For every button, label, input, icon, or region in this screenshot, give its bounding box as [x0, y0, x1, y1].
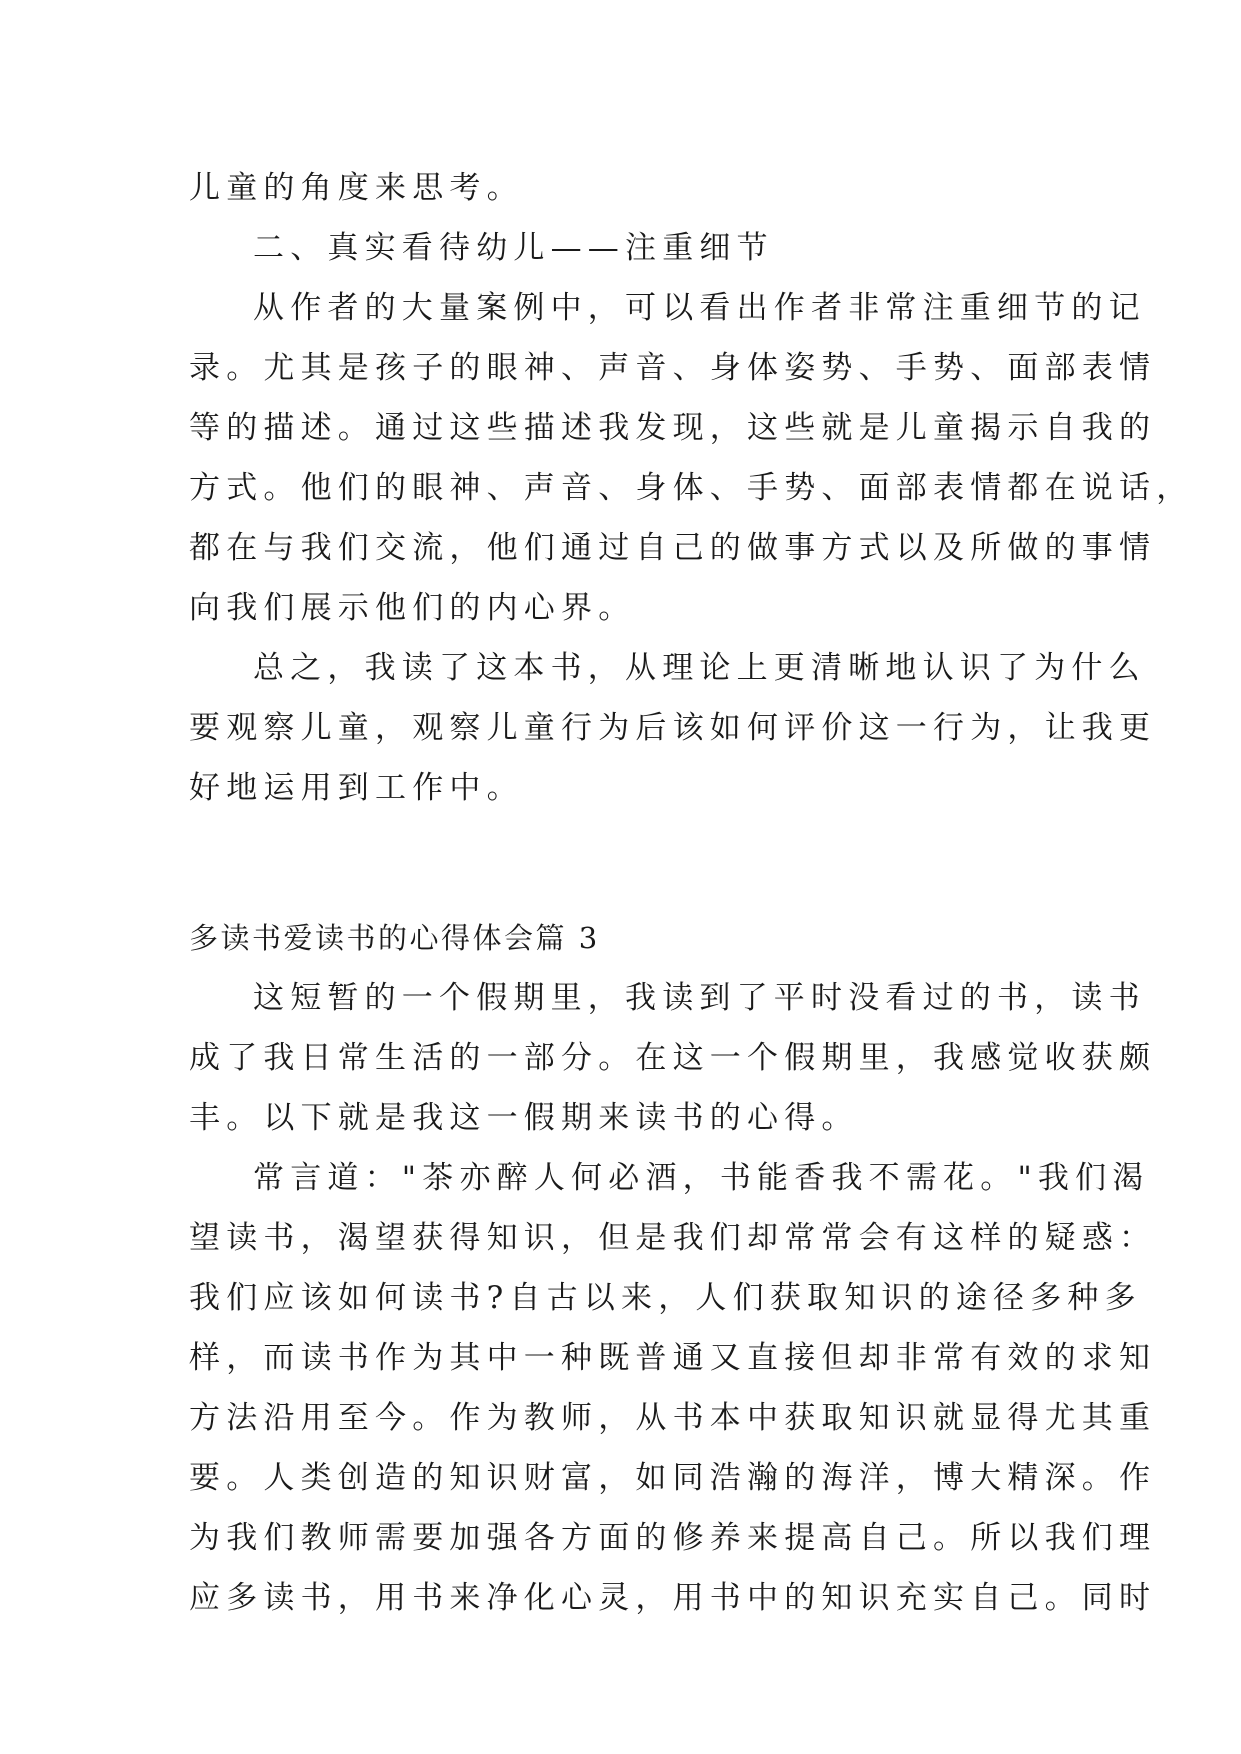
paragraph-line-4: 录。尤其是孩子的眼神、声音、身体姿势、手势、面部表情: [189, 350, 1157, 386]
paragraph-line-17: 我们应该如何读书?自古以来，人们获取知识的途径多种多: [189, 1280, 1142, 1316]
paragraph-line-6: 方式。他们的眼神、声音、身体、手势、面部表情都在说话，: [189, 470, 1194, 506]
paragraph-line-10: 要观察儿童，观察儿童行为后该如何评价这一行为，让我更: [189, 710, 1157, 746]
paragraph-line-14: 丰。以下就是我这一假期来读书的心得。: [189, 1100, 859, 1136]
paragraph-line-19: 方法沿用至今。作为教师，从书本中获取知识就显得尤其重: [189, 1400, 1157, 1436]
section-heading-2: 二、真实看待幼儿——注重细节: [253, 230, 774, 266]
paragraph-line-9: 总之，我读了这本书，从理论上更清晰地认识了为什么: [253, 650, 1146, 686]
paragraph-line-16: 望读书，渴望获得知识，但是我们却常常会有这样的疑惑：: [189, 1220, 1157, 1256]
paragraph-line-8: 向我们展示他们的内心界。: [189, 590, 636, 626]
paragraph-line-20: 要。人类创造的知识财富，如同浩瀚的海洋，博大精深。作: [189, 1460, 1157, 1496]
paragraph-line-21: 为我们教师需要加强各方面的修养来提高自己。所以我们理: [189, 1520, 1157, 1556]
paragraph-line-15: 常言道："茶亦醉人何必酒，书能香我不需花。"我们渴: [253, 1160, 1150, 1196]
paragraph-line-7: 都在与我们交流，他们通过自己的做事方式以及所做的事情: [189, 530, 1157, 566]
paragraph-line-22: 应多读书，用书来净化心灵，用书中的知识充实自己。同时: [189, 1580, 1157, 1616]
paragraph-line-5: 等的描述。通过这些描述我发现，这些就是儿童揭示自我的: [189, 410, 1157, 446]
paragraph-line-13: 成了我日常生活的一部分。在这一个假期里，我感觉收获颇: [189, 1040, 1157, 1076]
paragraph-line-3: 从作者的大量案例中，可以看出作者非常注重细节的记: [253, 290, 1146, 326]
paragraph-line-12: 这短暂的一个假期里，我读到了平时没看过的书，读书: [253, 980, 1146, 1016]
paragraph-line-1: 儿童的角度来思考。: [189, 170, 524, 206]
paragraph-line-11: 好地运用到工作中。: [189, 770, 524, 806]
section-title-3: 多读书爱读书的心得体会篇 3: [189, 921, 600, 955]
paragraph-line-18: 样，而读书作为其中一种既普通又直接但却非常有效的求知: [189, 1340, 1157, 1376]
